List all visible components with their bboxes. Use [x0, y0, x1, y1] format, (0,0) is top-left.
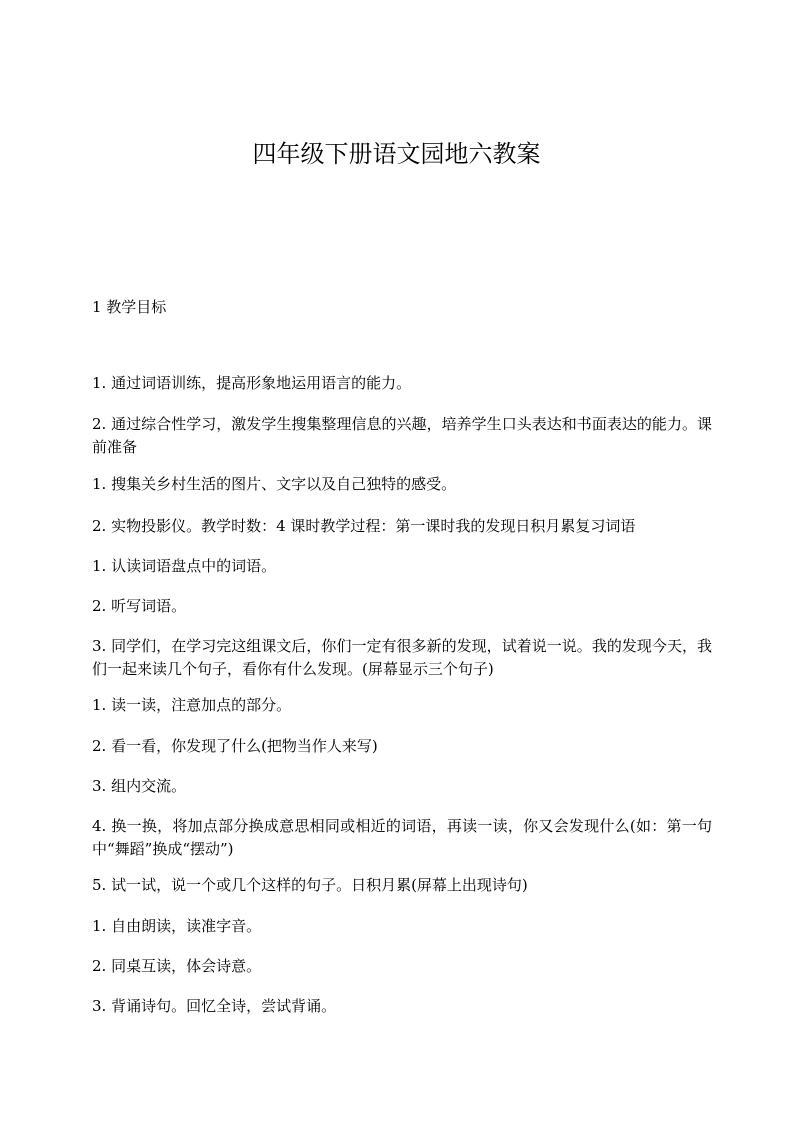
- paragraph: 2. 同桌互读，体会诗意。: [92, 957, 262, 975]
- paragraph: 2. 通过综合性学习，激发学生搜集整理信息的兴趣，培养学生口头表达和书面表达的能力。课前准备: [92, 415, 712, 456]
- paragraph: 2. 看一看，你发现了什么(把物当作人来写): [92, 737, 378, 755]
- paragraph: 2. 实物投影仪。教学时数：4 课时教学过程：第一课时我的发现日积月累复习词语: [92, 517, 636, 535]
- paragraph: 3. 背诵诗句。回忆全诗，尝试背诵。: [92, 997, 337, 1015]
- paragraph: 3. 同学们，在学习完这组课文后，你们一定有很多新的发现，试着说一说。我的发现今天，我们一起来读几个句子，看你有什么发现。(屏幕显示三个句子): [92, 637, 712, 678]
- paragraph: 1. 通过词语训练，提高形象地运用语言的能力。: [92, 374, 412, 392]
- paragraph: 1. 认读词语盘点中的词语。: [92, 557, 277, 575]
- paragraph: 5. 试一试，说一个或几个这样的句子。日积月累(屏幕上出现诗句): [92, 876, 528, 894]
- paragraph: 4. 换一换，将加点部分换成意思相同或相近的词语，再读一读，你又会发现什么(如：第一句中“舞蹈”换成“摆动”): [92, 817, 712, 858]
- section-heading: 1 教学目标: [92, 298, 167, 316]
- document-title: 四年级下册语文园地六教案: [252, 140, 541, 168]
- paragraph: 1. 搜集关乡村生活的图片、文字以及自己独特的感受。: [92, 475, 457, 493]
- paragraph: 2. 听写词语。: [92, 597, 187, 615]
- paragraph: 1. 自由朗读，读准字音。: [92, 917, 262, 935]
- paragraph: 3. 组内交流。: [92, 777, 187, 795]
- paragraph: 1. 读一读，注意加点的部分。: [92, 696, 292, 714]
